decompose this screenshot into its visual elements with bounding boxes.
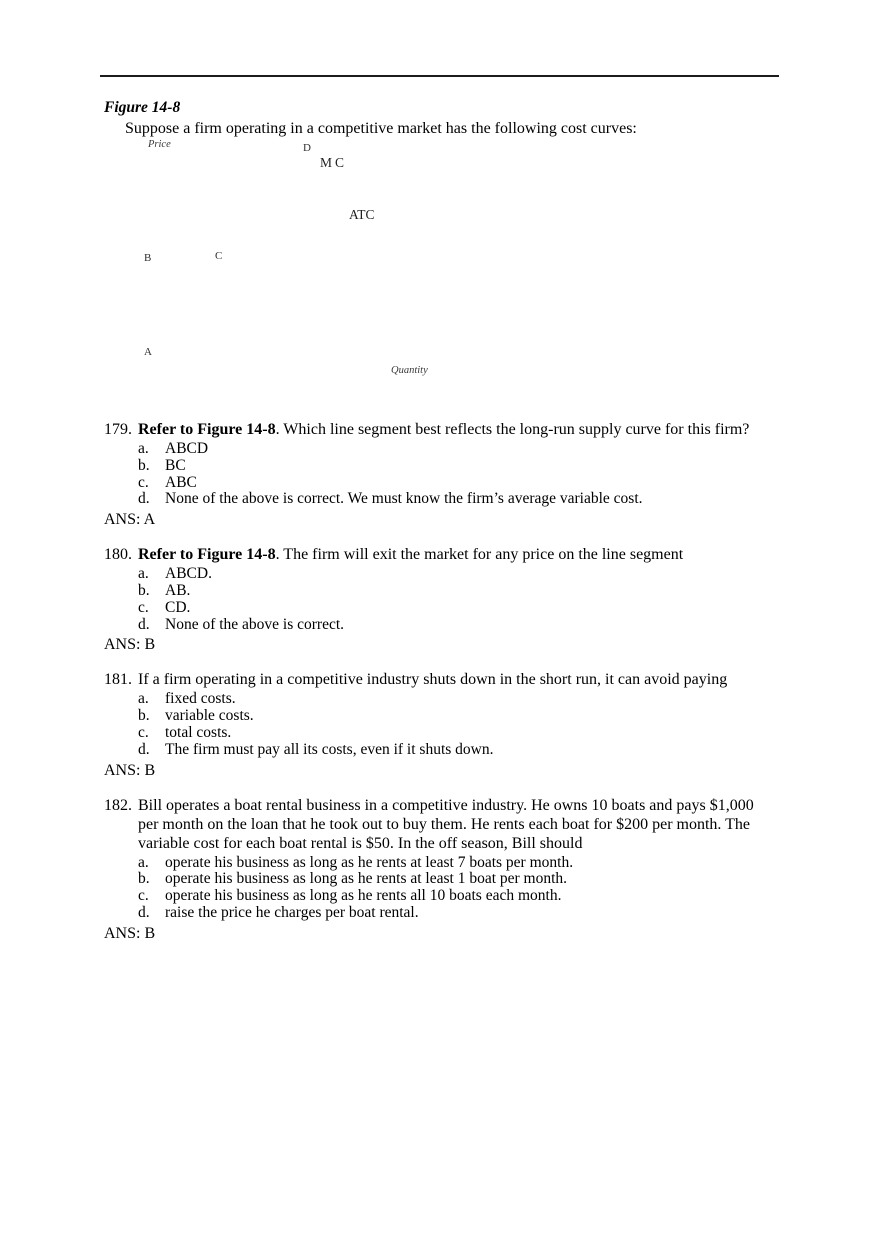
option-letter: b. (138, 581, 150, 599)
option-text: ABC (165, 473, 197, 491)
answer-line: ANS: B (104, 761, 156, 779)
options-list (138, 855, 766, 922)
option-text: fixed costs. (165, 690, 236, 708)
option-text: None of the above is correct. (165, 615, 345, 633)
question-text-body: . Which line segment best reflects the long-run supply curve for this firm? (275, 421, 750, 438)
option-text: operate his business as long as he rents at least 7 boats per month. (165, 853, 574, 871)
option-letter: c. (138, 598, 149, 616)
option-letter: a. (138, 853, 149, 871)
option-text: variable costs. (165, 707, 254, 725)
option-row (138, 725, 766, 742)
options-list (138, 691, 766, 758)
question-number: 179. (104, 421, 132, 438)
option-letter: c. (138, 887, 149, 905)
quantity-axis-label: Quantity (391, 365, 428, 376)
option-letter: d. (138, 490, 150, 508)
answer-line: ANS: B (104, 924, 156, 942)
question-180 (104, 545, 766, 654)
option-text: ABCD. (165, 565, 212, 583)
option-text: operate his business as long as he rents all 10 boats each month. (165, 887, 562, 905)
option-row (138, 905, 766, 922)
option-row (138, 600, 766, 617)
option-letter: a. (138, 690, 149, 708)
question-text-body: If a firm operating in a competitive industry shuts down in the short run, it can avoid paying (138, 671, 728, 689)
question-181 (104, 670, 766, 779)
options-list (138, 441, 766, 508)
option-row (138, 871, 766, 888)
question-182 (104, 796, 766, 943)
figure-intro: Suppose a firm operating in a competitive market has the following cost curves: (125, 120, 637, 137)
option-letter: c. (138, 723, 149, 741)
option-letter: d. (138, 740, 150, 758)
mc-curve-label: MC (320, 155, 348, 170)
option-text: BC (165, 456, 186, 474)
option-row (138, 458, 766, 475)
option-text: CD. (165, 598, 191, 616)
option-row (138, 691, 766, 708)
option-text: AB. (165, 581, 191, 599)
option-row (138, 742, 766, 759)
option-row (138, 566, 766, 583)
question-179 (104, 420, 766, 529)
option-text: The firm must pay all its costs, even if it shuts down. (165, 740, 494, 758)
questions-list (104, 420, 766, 943)
option-letter: b. (138, 456, 150, 474)
page-content (104, 99, 766, 943)
atc-curve-label: ATC (349, 207, 375, 222)
question-text-body: . The firm will exit the market for any price on the line segment (275, 546, 684, 564)
option-row (138, 441, 766, 458)
point-label-b: B (144, 252, 152, 264)
point-label-c: C (215, 250, 223, 262)
answer-line: ANS: A (104, 511, 156, 529)
option-text: ABCD (165, 440, 209, 457)
option-row (138, 888, 766, 905)
option-row (138, 617, 766, 634)
option-row (138, 491, 766, 508)
point-label-d: D (303, 142, 311, 154)
question-number: 182. (104, 796, 132, 814)
option-row (138, 583, 766, 600)
option-row (138, 708, 766, 725)
figure-title: Figure 14-8 (104, 99, 181, 116)
option-letter: c. (138, 473, 149, 491)
answer-line: ANS: B (104, 636, 156, 654)
question-text (138, 796, 766, 853)
option-text: raise the price he charges per boat rental. (165, 903, 419, 921)
option-row (138, 855, 766, 872)
option-letter: d. (138, 615, 150, 633)
question-text (138, 670, 766, 689)
option-text: None of the above is correct. We must know the firm’s average variable cost. (165, 490, 643, 508)
option-row (138, 475, 766, 492)
options-list (138, 566, 766, 633)
price-axis-label: Price (148, 139, 171, 150)
option-letter: a. (138, 440, 149, 457)
option-text: total costs. (165, 723, 232, 741)
question-text (138, 420, 766, 439)
question-number: 181. (104, 671, 132, 689)
point-label-a: A (144, 346, 152, 358)
option-letter: b. (138, 707, 150, 725)
option-letter: a. (138, 565, 149, 583)
cost-curves-graph (104, 139, 766, 389)
option-letter: d. (138, 903, 150, 921)
question-figure-ref: Refer to Figure 14-8 (138, 421, 276, 438)
option-letter: b. (138, 870, 150, 888)
question-text-body: Bill operates a boat rental business in a competitive industry. He owns 10 boats and pays $1,000 per month on the loan that he took out to buy them. He rents each boat for $200 per month. The variable cost for each boat rental is $50. In the off season, Bill should (138, 796, 754, 852)
top-rule (100, 75, 779, 77)
option-text: operate his business as long as he rents at least 1 boat per month. (165, 870, 568, 888)
question-text (138, 545, 766, 564)
question-number: 180. (104, 546, 132, 564)
question-figure-ref: Refer to Figure 14-8 (138, 546, 276, 564)
